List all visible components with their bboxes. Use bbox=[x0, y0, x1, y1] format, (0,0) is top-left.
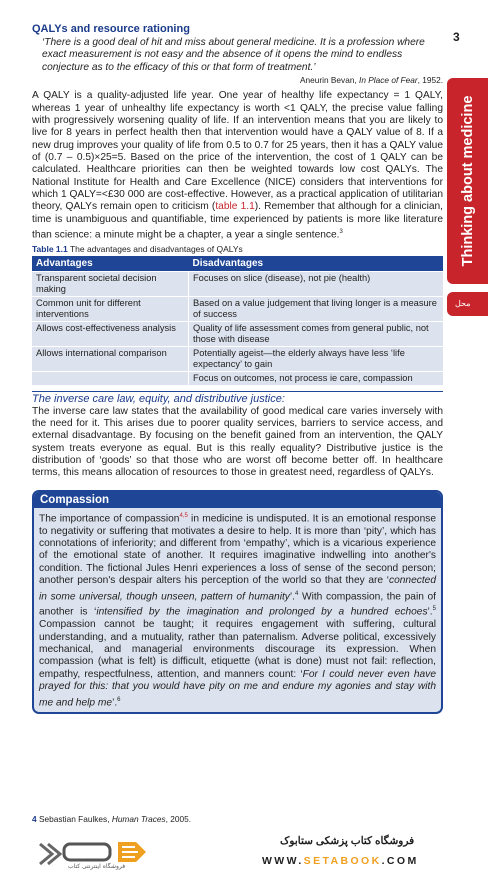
compassion-quote: connected in some universal, though unseen, pattern of humanity bbox=[39, 575, 436, 603]
setabook-logo-icon bbox=[38, 838, 158, 870]
table-cell: Focuses on slice (disease), not pie (health) bbox=[189, 271, 444, 296]
section-heading-qalys: QALYs and resource rationing bbox=[32, 23, 190, 35]
table-caption bbox=[32, 244, 443, 255]
table-cell bbox=[32, 371, 189, 385]
table-cell: Focus on outcomes, not process ie care, compassion bbox=[189, 371, 444, 385]
url-suffix: .COM bbox=[381, 855, 419, 867]
table-cell: Transparent societal decision making bbox=[32, 271, 189, 296]
section-heading-inverse-care: The inverse care law, equity, and distributive justice: bbox=[32, 391, 443, 406]
page-number: 3 bbox=[453, 30, 460, 44]
table-row bbox=[32, 271, 443, 296]
footnote-year: , 2005. bbox=[165, 814, 191, 824]
compassion-text: With compassion, the pain of another is ‘ bbox=[39, 591, 437, 618]
table-caption-text: The advantages and disadvantages of QALYs bbox=[69, 243, 243, 254]
watermark-url[interactable] bbox=[262, 855, 419, 867]
footnote-author: Sebastian Faulkes, bbox=[38, 814, 110, 824]
compassion-quote: intensified by the imagination and prolonged by a hundred echoes bbox=[96, 606, 428, 618]
compassion-text: Compassion cannot be taught; it requires engagement with suffering, cultural understanding, and a mutuality, rather than paternalism. Adverse political, excessively mechanical, and managerial environments discourage its expression. When compassion (what is felt) is difficult, etiquette (what is done) must not fail: reflection, empathy, respectfulness, attention, and manners count: ‘ bbox=[39, 619, 436, 680]
footnote-ref[interactable]: 4,5 bbox=[179, 512, 188, 519]
table-row bbox=[32, 371, 443, 385]
footnote-ref[interactable]: 5 bbox=[432, 606, 436, 613]
table-header-disadvantages: Disadvantages bbox=[189, 256, 444, 272]
logo-subtitle: فروشگاه اینترنتی کتاب bbox=[68, 863, 126, 870]
compassion-box-text bbox=[34, 508, 441, 713]
footnote-ref-3[interactable]: 3 bbox=[339, 229, 343, 235]
compassion-box bbox=[32, 490, 443, 715]
compassion-text: The importance of compassion bbox=[39, 513, 180, 525]
compassion-quote: For I could never even have prayed for this: that you would have pity on me and endure my agonies and stay with me and help me bbox=[39, 668, 436, 709]
epigraph-year: , 1952. bbox=[417, 75, 443, 86]
watermark-store-name: فروشگاه کتاب پزشکی ستابوک bbox=[280, 835, 415, 847]
compassion-box-title: Compassion bbox=[34, 492, 441, 508]
compassion-text: ’. bbox=[112, 697, 118, 709]
table-row bbox=[32, 296, 443, 321]
compassion-text: ’. bbox=[289, 591, 295, 603]
table-cell: Based on a value judgement that living longer is a measure of success bbox=[189, 296, 444, 321]
footnote-number: 4 bbox=[32, 814, 37, 824]
table-reference-link[interactable]: table 1.1 bbox=[215, 201, 255, 213]
epigraph-quote: ‘There is a good deal of hit and miss about general medicine. It is a profession where exact measurement is not easy and the absence of it opens the mind to endless conjecture as to the efficacy of this or that form of treatment.’ bbox=[42, 37, 425, 73]
table-header-advantages: Advantages bbox=[32, 256, 189, 272]
url-brand: SETABOOK bbox=[303, 855, 382, 867]
chapter-side-mark-text: محل bbox=[455, 299, 471, 308]
chapter-side-mark bbox=[447, 292, 488, 316]
footnote-book: Human Traces bbox=[111, 814, 166, 824]
footnote-ref[interactable]: 6 bbox=[117, 696, 121, 703]
url-prefix: WWW. bbox=[262, 855, 304, 867]
chapter-side-tab bbox=[447, 78, 488, 284]
table-cell: Common unit for different interventions bbox=[32, 296, 189, 321]
qalys-paragraph-part1: A QALY is a quality-adjusted life year. One year of healthy life expectancy = 1 QALY, whereas 1 year of unhealthy life expectancy is worth <1 QALY, the precise value falling with progressively worsening quality of life. If an intervention means that you are likely to live for 8 years in perfect health then that intervention would have a QALY value of 8. If a new drug improves your quality of life from 0.5 to 0.7 for 25 years, then it has a QALY value of (0.7 – 0.5)×25=5. Based on the price of the intervention, the cost of 1 QALY can be calculated. Healthcare priorities can then be weighted towards low cost QALYs. The National Institute for Health and Care Excellence (NICE) considers that interventions for which 1 QALY=<£30 000 are cost-effective. However, as a practical application of utilitarian theory, QALYs remain open to criticism ( bbox=[32, 90, 443, 213]
table-row bbox=[32, 321, 443, 346]
inverse-care-paragraph: The inverse care law states that the availability of good medical care varies inversely with the need for it. This arises due to poorer quality services, barriers to service access, and external disadvantage. By focusing on the benefit gained from an intervention, the QALY system treats everyone as equal. But is this really equality? Distributive justice is the distribution of ‘goods’ so that those who are worst off become better off. In healthcare terms, this means allocation of resources to those in greatest need, regardless of QALYs. bbox=[32, 405, 443, 479]
table-label: Table 1.1 bbox=[32, 243, 68, 254]
qalys-paragraph bbox=[32, 90, 443, 242]
footnote bbox=[32, 814, 191, 824]
compassion-text: in medicine is undisputed. It is an emotional response to negativity or suffering that motivates a desire to help. It is more than ‘pity’, which has connotations of inferiority; and different from ‘empathy’, which is a vicarious experience of the emotional state of another. It requires imaginative indwelling into another's condition. The fictional Jules Henri experiences a loss of sense of the second person; another person's despair alters his perception of the world so that they are ‘ bbox=[39, 513, 436, 587]
epigraph-source bbox=[32, 75, 443, 85]
table-row bbox=[32, 346, 443, 371]
page-content bbox=[32, 22, 443, 714]
compassion-text: ’. bbox=[427, 606, 433, 618]
table-header-row bbox=[32, 256, 443, 272]
table-cell: Potentially ageist—the elderly always have less ‘life expectancy’ to gain bbox=[189, 346, 444, 371]
footnote-ref[interactable]: 4 bbox=[294, 590, 299, 597]
epigraph-book: In Place of Fear bbox=[359, 75, 418, 86]
table-cell: Allows cost-effectiveness analysis bbox=[32, 321, 189, 346]
table-cell: Allows international comparison bbox=[32, 346, 189, 371]
qalys-table bbox=[32, 256, 443, 385]
table-cell: Quality of life assessment comes from general public, not those with disease bbox=[189, 321, 444, 346]
qalys-paragraph-part2: ). Remember that although for a clinician, time is unambiguous and quantifiable, time experienced by patients is more like literature than science: a minute might be a chapter, a year a single sentence. bbox=[32, 201, 444, 241]
chapter-side-tab-title: Thinking about medicine bbox=[459, 95, 476, 267]
epigraph-author: Aneurin Bevan, bbox=[300, 75, 357, 86]
